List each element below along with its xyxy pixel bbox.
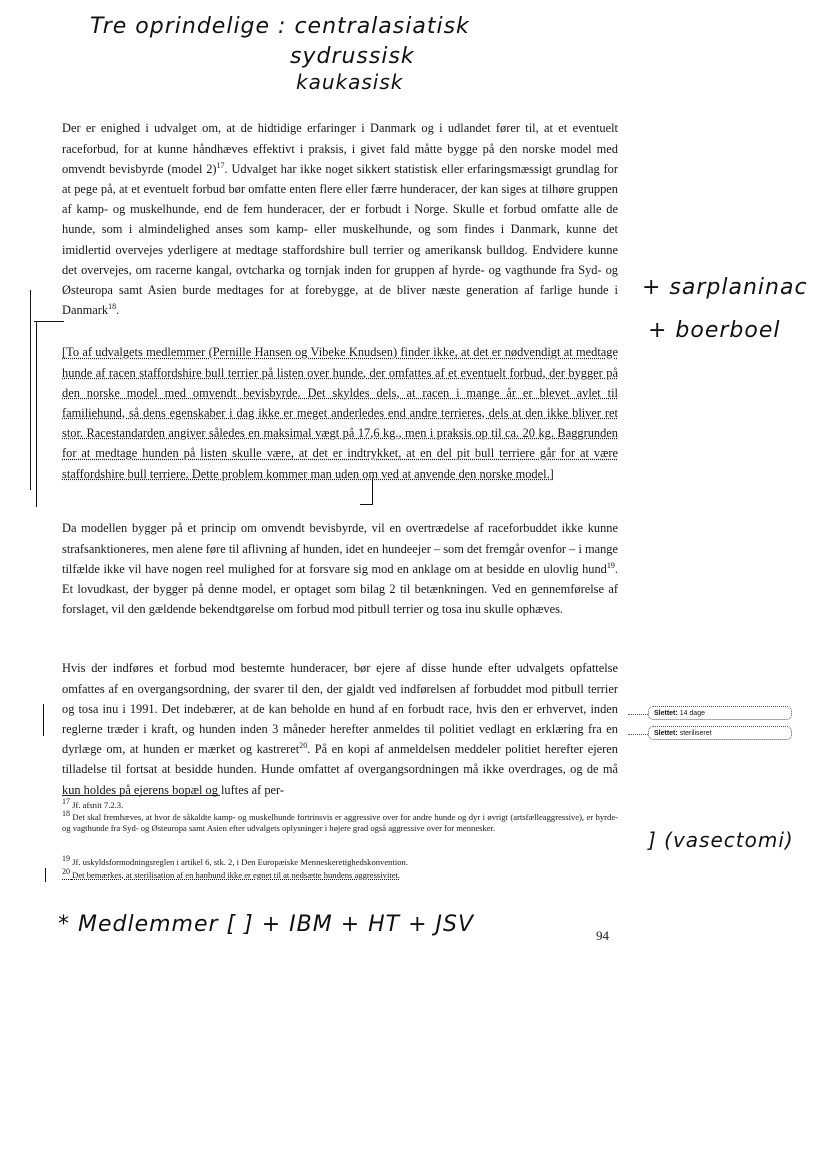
handwritten-margin-note-3: ] (vasectomi) (648, 828, 794, 852)
tracked-change-balloon: Slettet: steriliseret (648, 726, 792, 740)
tracked-change-balloon: Slettet: 14 dage (648, 706, 792, 720)
comment-connector (628, 734, 648, 735)
handwritten-note-bottom: * Medlemmer [ ] + IBM + HT + JSV (58, 912, 475, 937)
handwritten-note-top-3: kaukasisk (296, 70, 404, 94)
footnote-ref-18: 18 (108, 302, 117, 312)
footnote-18: $^{18}$ Det skal fremhæves, at hvor de såkaldte kamp- og muskelhunde fortrinsvis er aggressive over for andre hunde og dyr i øvrigt (artsfælleaggressive), er hyrde- og vagthunde fra Syd- og Østeuropa samt Asien efter udvalgets oplysninger i højere grad også aggressive over for mennesker. (62, 809, 618, 833)
handwritten-bracket (34, 321, 64, 322)
paragraph-omvendt-bevisbyrde: Da modellen bygger på et princip om omvendt bevisbyrde, vil en overtrædelse af raceforbuddet ikke kunne strafsanktioneres, men alene føre til aflivning af hunden, idet en hundeejer – som det fremgår ovenfor – i mange tilfælde ikke vil have nogen reel mulighed for at forsvare sig mod en anklage om at besidde en ulovlig hund$^{19}$. Et lovudkast, der bygger på denne model, er optaget som bilag 2 til betænkningen. Ved en gennemførelse af forslaget, vil den gældende bekendtgørelse om forbud mod pitbull terrier og tosa inu skulle ophæves. (62, 521, 619, 617)
handwritten-margin-note-1: + sarplaninac (642, 275, 808, 300)
footnote-separator (62, 795, 220, 796)
change-bar (30, 290, 31, 490)
footnote-ref-17: 17 (216, 160, 225, 170)
footnote-20: $^{20}$ Det bemærkes, at sterilisation af en hanhund ikke er egnet til at nedsætte hundens aggressivitet. (62, 867, 401, 880)
handwritten-note-top: Tre oprindelige : centralasiatisk (90, 14, 470, 39)
change-bar (43, 704, 44, 736)
paragraph-overgangsordning: Hvis der indføres et forbud mod bestemte hunderacer, bør ejere af disse hunde efter udvalgets opfattelse omfattes af en overgangsordning, der svarer til den, der gjaldt ved indførelsen af forbuddet mod pitbull terrier og tosa inu i 1991. Det indebærer, at de kan beholde en hund af en forbudt race, hvis den er erhvervet, inden reglerne træder i kraft, og hunden inden 3 måneder herefter anmeldes til politiet vedlagt en erklæring fra en dyrlæge om, at hunden er mærket og kastreret$^{20}$. På en kopi af anmeldelsen meddeler politiet herefter ejeren tilladelse til fortsat at besidde hunden. Hunde omfattet af overgangsordningen må ikke overdrages, og de må kun holdes på ejerens bopæl og luftes af per- (62, 661, 618, 797)
footnote-19: $^{19}$ Jf. uskyldsformodningsreglen i artikel 6, stk. 2, i Den Europæiske Menneskeretighedskonvention. (62, 854, 408, 867)
page-number: 94 (596, 928, 609, 943)
footnote-ref-20: 20 (299, 741, 308, 751)
change-bar (45, 868, 46, 882)
paragraph-enighed: Der er enighed i udvalget om, at de hidtidige erfaringer i Danmark og i udlandet fører til, at et eventuelt raceforbud, for at kunne håndhæves effektivt i praksis, i givet fald måtte bygge på den norske model med omvendt bevisbyrde (model 2)$^{17}$. Udvalget har ikke noget sikkert statistisk eller erfaringsmæssigt grundlag for at pege på, at et eventuelt forbud bør omfatte enten flere eller færre hunderacer, der kan siges at tilhøre gruppen af kamp- og muskelhunde, end de fem hunderacer, der er forbudt i Norge. Skulle et forbud omfatte alle de hunde, som i almindelighed anses som kamp- eller muskelhunde, og som findes i Danmark, kunne det imidlertid overvejes yderligere at medtage staffordshire bull terrier og amerikansk bulldog. Endvidere kunne det overvejes, om racerne kangal, ovtcharka og tornjak inden for gruppen af hyrde- og vagthunde fra Syd- og Østeuropa samt Asien burde medtages for at forebygge, at de bliver næste generation af farlige hunde i Danmark$^{18}$. (62, 121, 618, 318)
handwritten-note-top-2: sydrussisk (290, 44, 415, 69)
change-bar (36, 322, 37, 507)
comment-connector (628, 714, 648, 715)
paragraph-minority-opinion: [To af udvalgets medlemmer (Pernille Hansen og Vibeke Knudsen) finder ikke, at det er nødvendigt at medtage hunde af racen staffordshire bull terrier på listen over hunde, der omfattes af et eventuelt forbud, der bygger på den norske model med omvendt bevisbyrde. Det skyldes dels, at racen i mange år er blevet avlet til familiehund, så dens egenskaber i dag ikke er meget anderledes end andre terrieres, dels at den ikke bliver ret stor. Racestandarden angiver således en maksimal vægt på 17,6 kg., men i praksis op til ca. 20 kg. Baggrunden for at medtage hunden på listen skulle være, at det er indtrykket, at en del pit bull terriere går for at være staffordshire bull terriere. Dette problem kommer man uden om ved at anvende den norske model.] (62, 345, 618, 481)
footnote-ref-19: 19 (606, 560, 615, 570)
footnote-17: $^{17}$ Jf. afsnit 7.2.3. (62, 797, 124, 810)
handwritten-margin-note-2: + boerboel (648, 318, 781, 343)
